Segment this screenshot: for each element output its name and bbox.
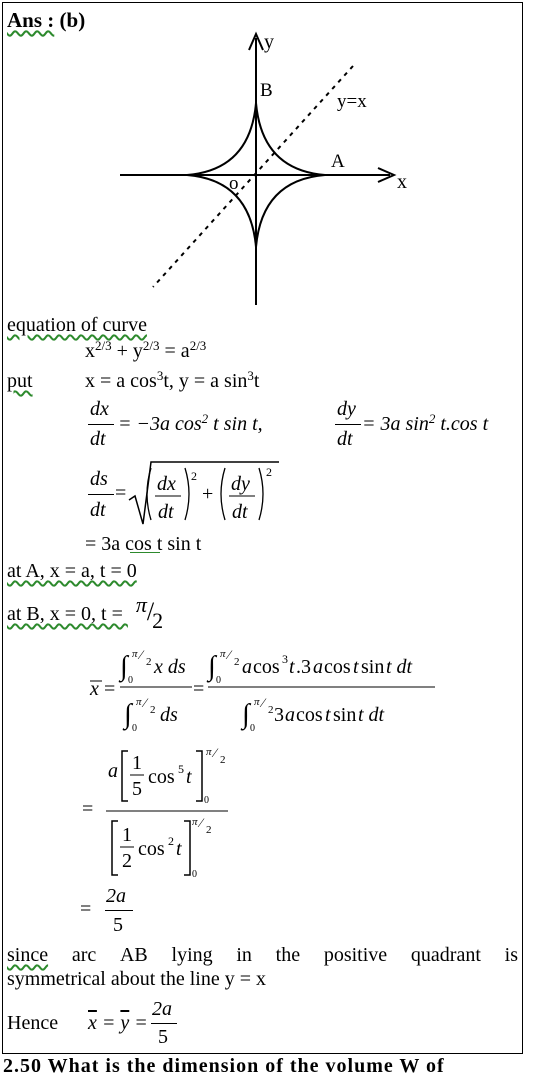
svg-text:=: = xyxy=(104,678,116,700)
curve-equation: $x^{2/3} + y^{2/3} = a^{2/3}$ xyxy=(85,337,207,362)
svg-text:π: π xyxy=(220,648,226,660)
svg-text:2: 2 xyxy=(150,704,156,716)
svg-text:a: a xyxy=(313,656,323,678)
svg-text:2: 2 xyxy=(191,469,197,483)
point-b-label: B xyxy=(260,80,273,101)
dy-dt-bar xyxy=(335,424,361,425)
svg-text:⁄: ⁄ xyxy=(228,647,231,662)
dy-numerator: dy xyxy=(337,398,356,420)
svg-text:2: 2 xyxy=(122,850,132,872)
svg-text:∫: ∫ xyxy=(124,699,132,730)
astroid-figure xyxy=(0,0,536,315)
svg-text:t dt: t dt xyxy=(358,704,385,726)
svg-text:cos: cos xyxy=(296,704,323,726)
ds-numerator: ds xyxy=(90,468,108,490)
svg-text:.3: .3 xyxy=(296,656,311,678)
hence-bar xyxy=(151,1023,177,1024)
svg-text:dy: dy xyxy=(231,473,250,495)
svg-text:t: t xyxy=(186,766,192,788)
svg-text:π: π xyxy=(136,696,142,708)
svg-text:1: 1 xyxy=(122,824,132,846)
ds-dt-radical xyxy=(127,458,297,528)
dx-dt-bar xyxy=(88,424,114,425)
hence-xbar-ybar: $\overline{x} = \overline{y}$ = xyxy=(88,1012,148,1034)
svg-text:⁄: ⁄ xyxy=(214,745,217,760)
svg-text:x ds: x ds xyxy=(154,656,186,678)
svg-text:1: 1 xyxy=(132,752,142,774)
svg-text:cos: cos xyxy=(148,766,175,788)
at-a-value: at A, x = a, t = 0 xyxy=(7,560,137,582)
svg-text:0: 0 xyxy=(128,675,133,686)
svg-text:a: a xyxy=(242,656,252,678)
svg-text:0: 0 xyxy=(132,723,137,734)
svg-text:⁄: ⁄ xyxy=(140,647,143,662)
svg-text:0: 0 xyxy=(250,723,255,734)
svg-text:π: π xyxy=(132,648,138,660)
result-bar xyxy=(105,910,133,911)
hence-denominator: 5 xyxy=(158,1026,168,1048)
dx-dt-rhs: = −3a $\cos^2 t$ sin t, xyxy=(118,410,263,435)
svg-text:2: 2 xyxy=(146,656,152,668)
svg-text:t: t xyxy=(289,656,295,678)
svg-text:3: 3 xyxy=(274,704,284,726)
svg-text:2: 2 xyxy=(168,834,174,848)
at-a-text xyxy=(7,560,137,583)
svg-text:sin: sin xyxy=(361,656,385,678)
svg-text:cos: cos xyxy=(324,656,351,678)
svg-text:2: 2 xyxy=(266,465,272,479)
parametric-equations: x = a $\cos^3t$, y = a $\sin^3t$ xyxy=(85,367,260,392)
svg-text:sin: sin xyxy=(333,704,357,726)
xbar-evaluated xyxy=(78,745,278,885)
svg-text:dt: dt xyxy=(232,501,248,523)
ds-equals: = xyxy=(115,482,127,504)
ds-dt-result: = 3a cos t sin t xyxy=(85,533,202,555)
since-line-1: since xyxy=(7,944,48,967)
svg-text:⁄: ⁄ xyxy=(200,815,203,830)
svg-text:+: + xyxy=(202,483,214,505)
at-b-text: at B, x = 0, t = π/2 xyxy=(7,592,164,633)
svg-text:cos: cos xyxy=(253,656,280,678)
svg-text:3: 3 xyxy=(282,652,288,666)
answer-label: Ans : xyxy=(7,8,55,32)
dy-dt-rhs: = 3a $\sin^2 t.\cos$ t xyxy=(362,410,489,435)
svg-text:∫: ∫ xyxy=(208,651,216,682)
svg-text:0: 0 xyxy=(204,795,209,806)
origin-label: o xyxy=(229,173,239,194)
svg-text:a: a xyxy=(108,760,118,782)
dy-denominator: dt xyxy=(337,428,353,450)
y-axis-label: y xyxy=(264,31,274,53)
svg-text:a: a xyxy=(285,704,295,726)
svg-text:t: t xyxy=(353,656,359,678)
x-axis-label: x xyxy=(397,171,407,193)
svg-text:π: π xyxy=(192,816,198,828)
svg-text:dt: dt xyxy=(158,501,174,523)
hence-numerator: 2a xyxy=(152,998,172,1020)
svg-text:⁄: ⁄ xyxy=(144,695,147,710)
svg-text:=: = xyxy=(82,798,94,820)
dx-denominator: dt xyxy=(90,428,106,450)
svg-text:∫: ∫ xyxy=(120,651,128,682)
svg-text:ds: ds xyxy=(160,704,178,726)
svg-text:π: π xyxy=(206,746,212,758)
svg-text:=: = xyxy=(193,678,205,700)
ds-dt-bar xyxy=(88,494,114,495)
svg-text:0: 0 xyxy=(192,869,197,880)
svg-text:⁄: ⁄ xyxy=(262,695,265,710)
svg-text:0: 0 xyxy=(216,675,221,686)
svg-text:2: 2 xyxy=(220,754,226,766)
result-denominator: 5 xyxy=(113,914,123,936)
svg-text:∫: ∫ xyxy=(242,699,250,730)
point-a-label: A xyxy=(331,151,345,172)
answer-choice: (b) xyxy=(59,8,86,32)
at-b-value: at B, x = 0, t = xyxy=(7,603,128,625)
svg-text:t dt: t dt xyxy=(386,656,413,678)
svg-text:2: 2 xyxy=(206,824,212,836)
ds-denominator: dt xyxy=(90,499,106,521)
svg-text:5: 5 xyxy=(132,778,142,800)
next-question-fragment: 2.50 What is the dimension of the volume W of xyxy=(3,1055,445,1077)
svg-text:t: t xyxy=(325,704,331,726)
xbar-integral xyxy=(80,643,536,738)
dx-numerator: dx xyxy=(90,398,109,420)
svg-text:x: x xyxy=(90,678,99,700)
result-numerator: 2a xyxy=(106,885,126,907)
cos-wavy-mark xyxy=(130,552,160,553)
svg-text:t: t xyxy=(176,838,182,860)
svg-text:5: 5 xyxy=(178,762,184,776)
svg-text:dx: dx xyxy=(157,473,176,495)
since-line-2: symmetrical about the line y = x xyxy=(7,968,266,990)
svg-text:2: 2 xyxy=(234,656,240,668)
since-line-1-visible: arc AB lying in the positive quadrant is xyxy=(71,944,518,966)
hence-label: Hence xyxy=(7,1012,59,1034)
line-label: y=x xyxy=(337,91,367,112)
result-equals: = xyxy=(80,898,92,920)
svg-text:cos: cos xyxy=(138,838,165,860)
line-y-equals-x xyxy=(153,66,353,287)
svg-text:π: π xyxy=(254,696,260,708)
put-label: put xyxy=(7,370,33,392)
equation-of-curve-label: equation of curve xyxy=(7,314,147,336)
svg-text:2: 2 xyxy=(268,704,274,716)
